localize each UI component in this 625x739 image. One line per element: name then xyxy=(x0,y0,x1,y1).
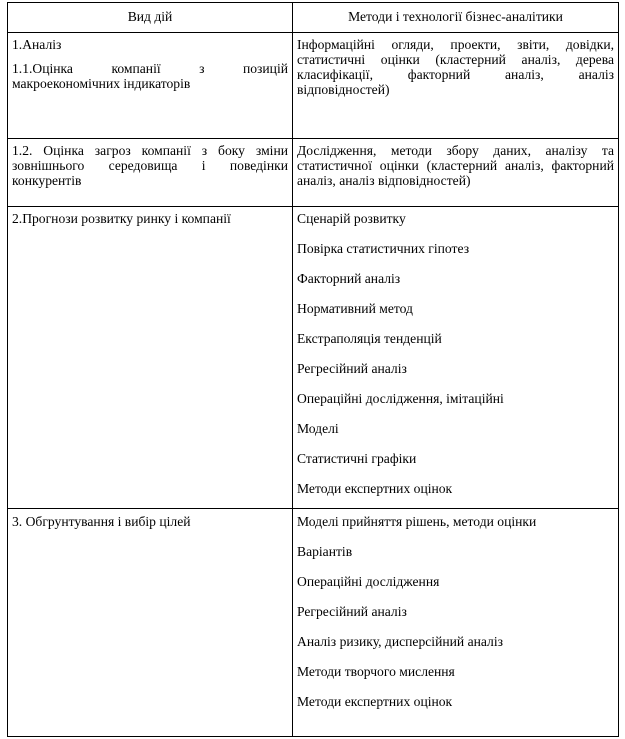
activity-title: 1.Аналіз xyxy=(12,37,62,52)
activity-cell xyxy=(8,207,293,509)
activity-text: 2.Прогнози розвитку ринку і компанії xyxy=(12,211,231,226)
methods-text: Дослідження, методи збору даних, аналізу та статистичної оцінки (кластерний аналіз, факторний аналіз, аналіз відповідностей) xyxy=(297,143,614,188)
methods-cell xyxy=(293,33,619,139)
activity-text: 3. Обгрунтування і вибір цілей xyxy=(12,514,191,529)
methods-cell xyxy=(293,509,619,737)
list-item: Методи творчого мислення xyxy=(297,664,455,679)
activity-cell xyxy=(8,139,293,207)
activity-text: 1.1.Оцінка компанії з позицій макроекономічних індикаторів xyxy=(12,61,288,91)
header-row xyxy=(8,3,619,33)
list-item: Операційні дослідження, імітаційні xyxy=(297,391,504,406)
list-item: Аналіз ризику, дисперсійний аналіз xyxy=(297,634,503,649)
list-item: Нормативний метод xyxy=(297,301,413,316)
activity-cell xyxy=(8,33,293,139)
methods-cell xyxy=(293,139,619,207)
activity-text: 1.2. Оцінка загроз компанії з боку зміни зовнішнього середовища і поведінки конкурентів xyxy=(12,143,288,188)
table-row xyxy=(8,509,619,737)
table-row xyxy=(8,207,619,509)
methods-text: Інформаційні огляди, проекти, звіти, довідки, статистичні оцінки (кластерний аналіз, дерева класифікації, факторний аналіз, аналіз відповідностей) xyxy=(297,37,614,97)
methods-cell xyxy=(293,207,619,509)
table-row xyxy=(8,33,619,139)
header-activity-type: Вид дій xyxy=(8,3,293,33)
table-row xyxy=(8,139,619,207)
list-item: Сценарій розвитку xyxy=(297,211,406,226)
activity-cell xyxy=(8,509,293,737)
list-item: Моделі xyxy=(297,421,339,436)
list-item: Моделі прийняття рішень, методи оцінки xyxy=(297,514,537,529)
methods-table xyxy=(7,2,619,737)
list-item: Регресійний аналіз xyxy=(297,361,407,376)
list-item: Методи експертних оцінок xyxy=(297,694,453,709)
list-item: Статистичні графіки xyxy=(297,451,417,466)
list-item: Методи експертних оцінок xyxy=(297,481,453,496)
list-item: Факторний аналіз xyxy=(297,271,401,286)
list-item: Повірка статистичних гіпотез xyxy=(297,241,470,256)
list-item: Операційні дослідження xyxy=(297,574,440,589)
list-item: Регресійний аналіз xyxy=(297,604,407,619)
list-item: Варіантів xyxy=(297,544,353,559)
list-item: Екстраполяція тенденцій xyxy=(297,331,442,346)
header-methods: Методи і технології бізнес-аналітики xyxy=(293,3,619,33)
